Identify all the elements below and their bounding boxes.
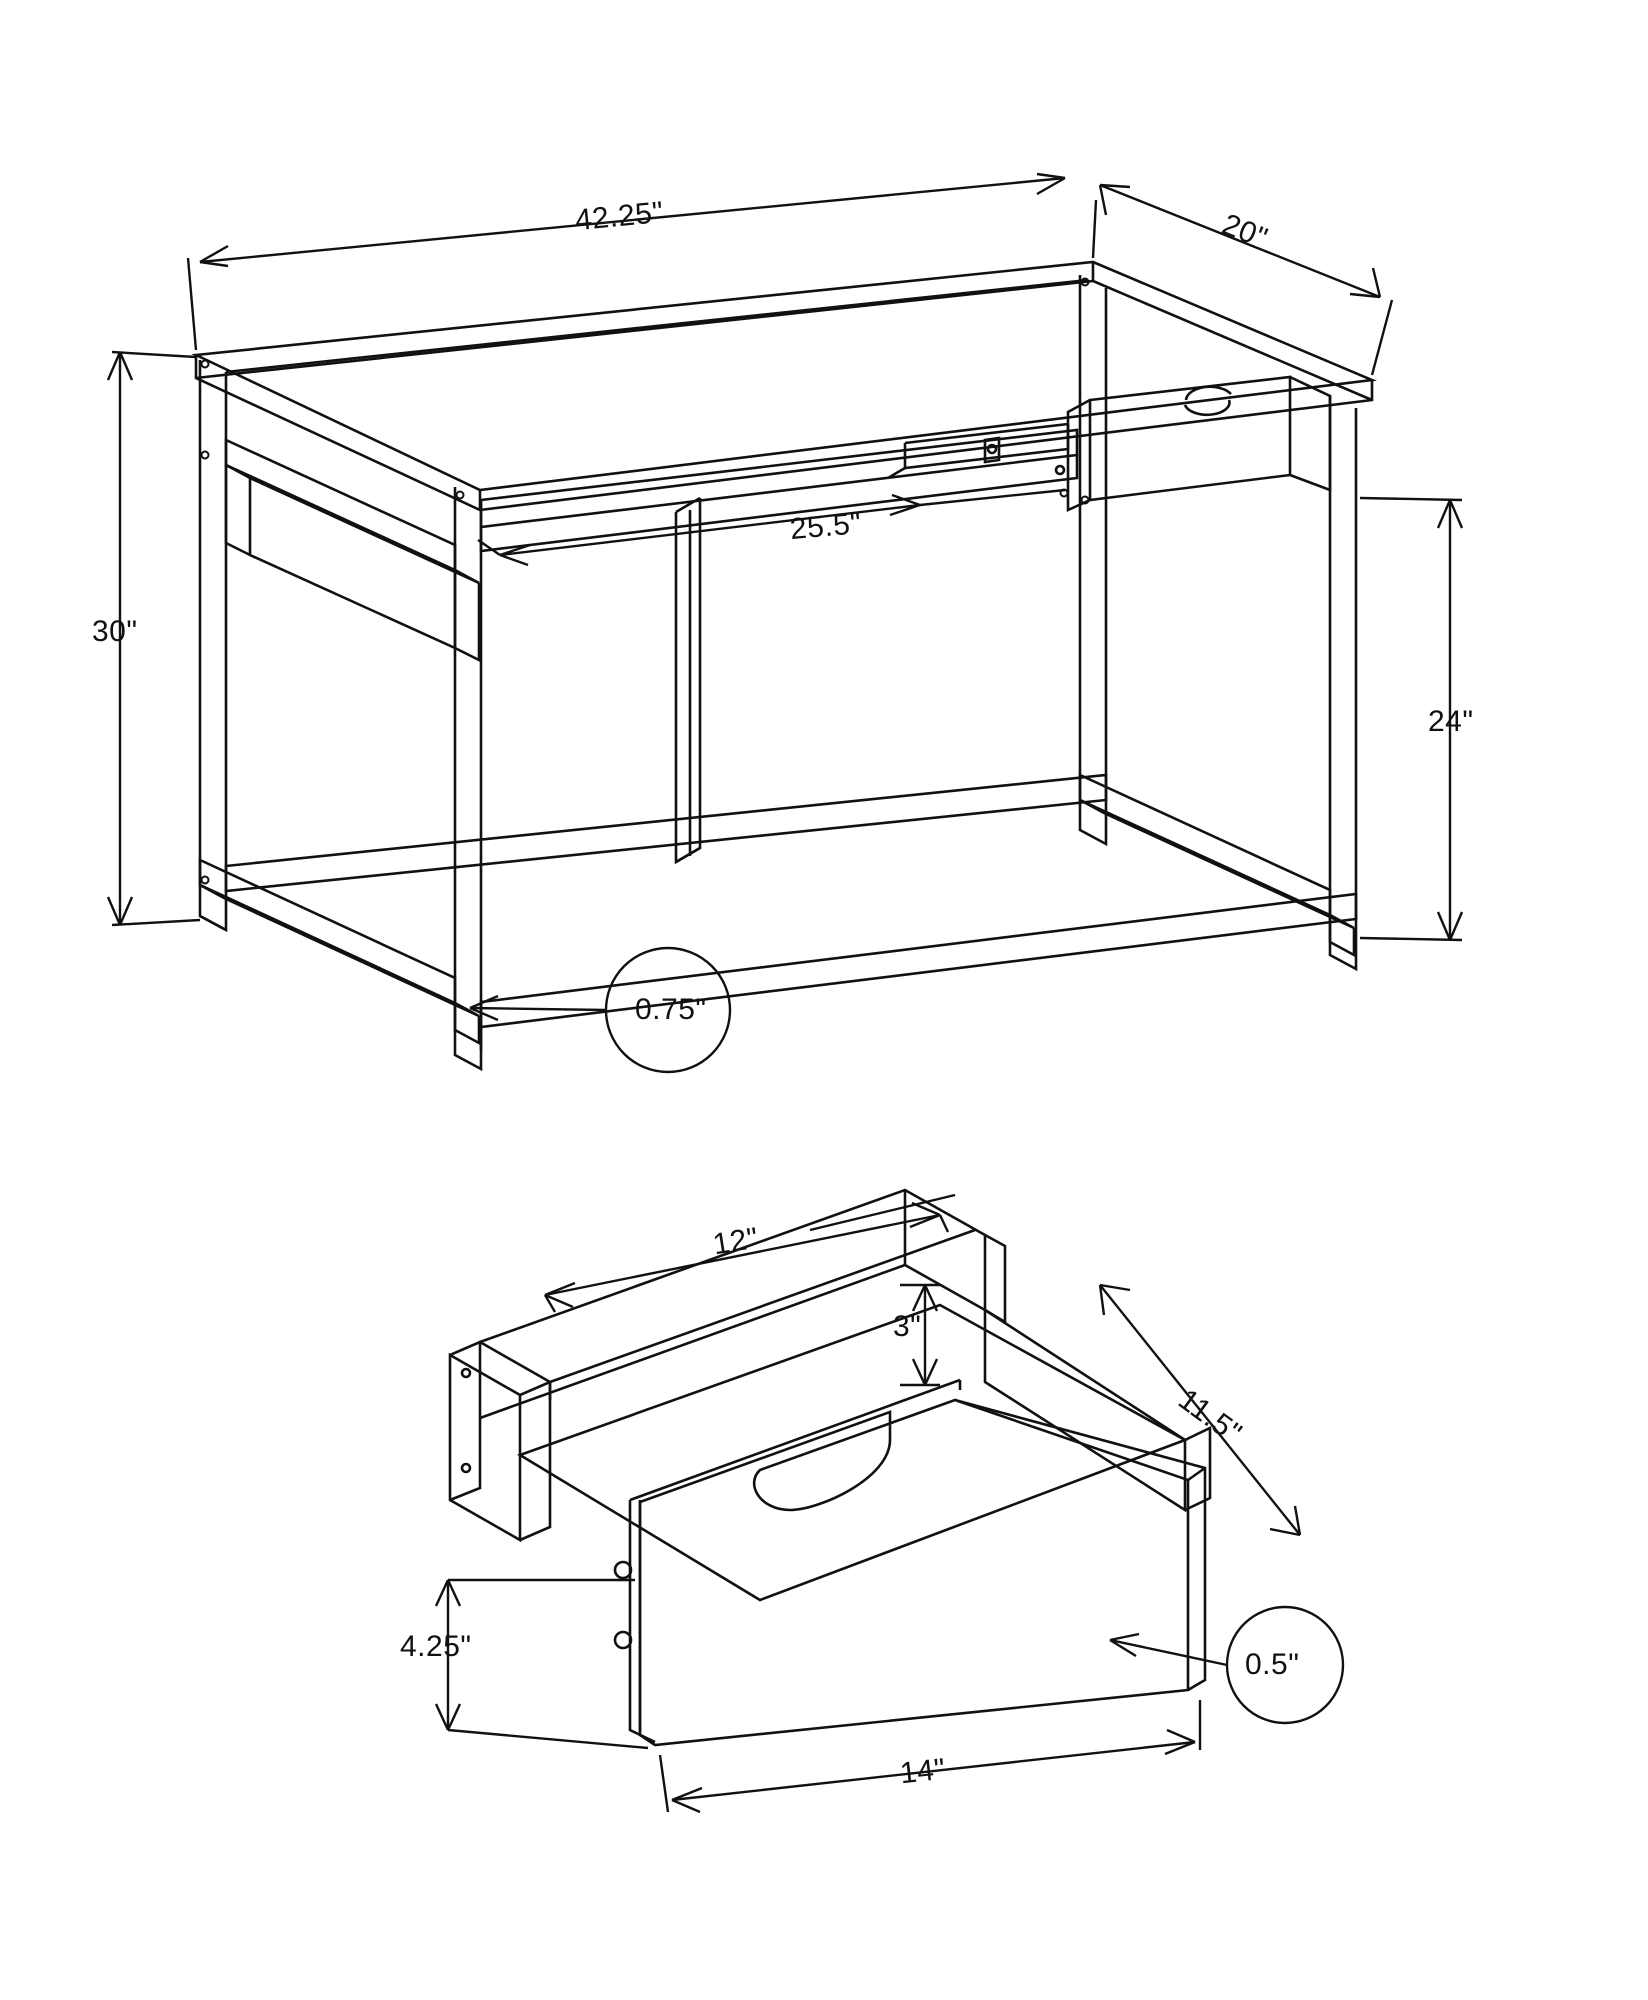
fastener-dots (202, 279, 1089, 884)
dim-label-panel-thickness: 0.5" (1245, 1648, 1300, 1681)
dim-label-drawer-inner-width: 12" (710, 1221, 761, 1262)
leg-right-front (1330, 395, 1356, 969)
left-upper-stretcher (226, 440, 479, 660)
dim-label-desk-width: 42.25" (573, 195, 666, 238)
right-lower-stretcher (1080, 775, 1354, 955)
bracket-detail-b (1056, 466, 1064, 474)
dim-label-clearance-width: 25.5" (788, 506, 863, 547)
bottom-front-stretcher (481, 894, 1356, 1050)
drawer-support-rail (888, 424, 1068, 478)
drawer-left-side (450, 1342, 631, 1648)
center-divider-post (676, 498, 700, 862)
bottom-rear-stretcher (226, 775, 1106, 891)
dim-label-tube-thickness: 0.75" (635, 993, 707, 1026)
drawer-figure (450, 1190, 1210, 1745)
dim-label-desk-height: 30" (92, 615, 138, 648)
drawer-bottom (520, 1305, 1185, 1600)
rear-top-rail (226, 280, 1088, 372)
drawer-dimensions (436, 1195, 1343, 1812)
leg-right-rear (1080, 275, 1106, 844)
dim-label-leg-clearance-height: 24" (1428, 705, 1474, 738)
leg-left-rear (200, 360, 226, 930)
dim-label-drawer-front-height: 4.25" (400, 1630, 472, 1663)
dim-label-desk-depth: 20" (1217, 207, 1273, 256)
desk-figure (196, 262, 1372, 1069)
dim-label-drawer-front-width: 14" (898, 1752, 948, 1791)
dim-label-drawer-depth: 11.5" (1172, 1382, 1248, 1451)
desk-top (196, 262, 1372, 510)
dim-label-drawer-inner-height: 3" (893, 1310, 922, 1343)
left-lower-stretcher (200, 860, 479, 1043)
drawer-front-panel (630, 1380, 1205, 1745)
